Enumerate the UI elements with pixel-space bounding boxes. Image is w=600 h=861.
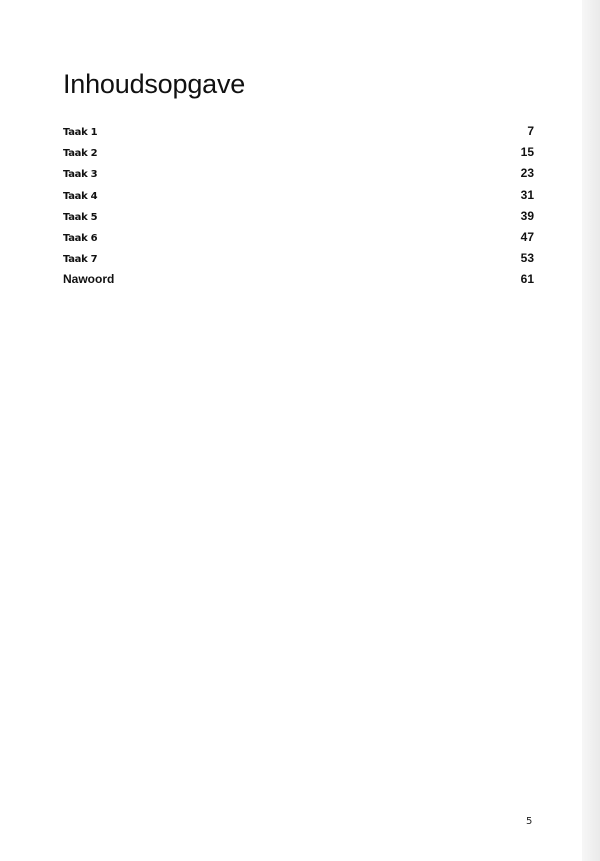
table-of-contents (63, 121, 535, 291)
toc-entry-label: Taak 5 (63, 211, 98, 223)
toc-entry-page-number: 47 (520, 229, 534, 244)
page-number: 5 (526, 816, 533, 827)
toc-entry-page-number: 31 (520, 187, 534, 202)
toc-entry-page-number: 15 (520, 145, 534, 160)
toc-entry-page-number: 39 (520, 208, 534, 223)
page-edge-shadow (582, 0, 600, 861)
toc-entry-taak-5[interactable] (63, 206, 535, 227)
toc-entry-label: Taak 4 (63, 190, 98, 202)
page-title: Inhoudsopgave (63, 69, 246, 99)
toc-entry-label: Taak 1 (63, 127, 98, 138)
toc-entry-taak-4[interactable] (63, 185, 535, 206)
toc-entry-label: Taak 2 (63, 148, 98, 160)
toc-entry-taak-3[interactable] (63, 163, 535, 184)
toc-entry-label: Taak 6 (63, 232, 98, 244)
toc-entry-taak-7[interactable] (63, 248, 535, 269)
toc-entry-page-number: 61 (520, 272, 534, 287)
toc-entry-page-number: 53 (520, 251, 534, 266)
toc-entry-taak-1[interactable] (63, 121, 535, 142)
toc-entry-page-number: 23 (520, 166, 534, 181)
toc-entry-label: Taak 3 (63, 169, 98, 181)
toc-entry-page-number: 7 (527, 124, 534, 138)
toc-entry-taak-2[interactable] (63, 142, 535, 163)
toc-entry-taak-6[interactable] (63, 227, 535, 248)
toc-entry-label: Taak 7 (63, 254, 98, 266)
toc-entry-label: Nawoord (63, 272, 115, 287)
toc-entry-nawoord[interactable] (63, 269, 535, 290)
